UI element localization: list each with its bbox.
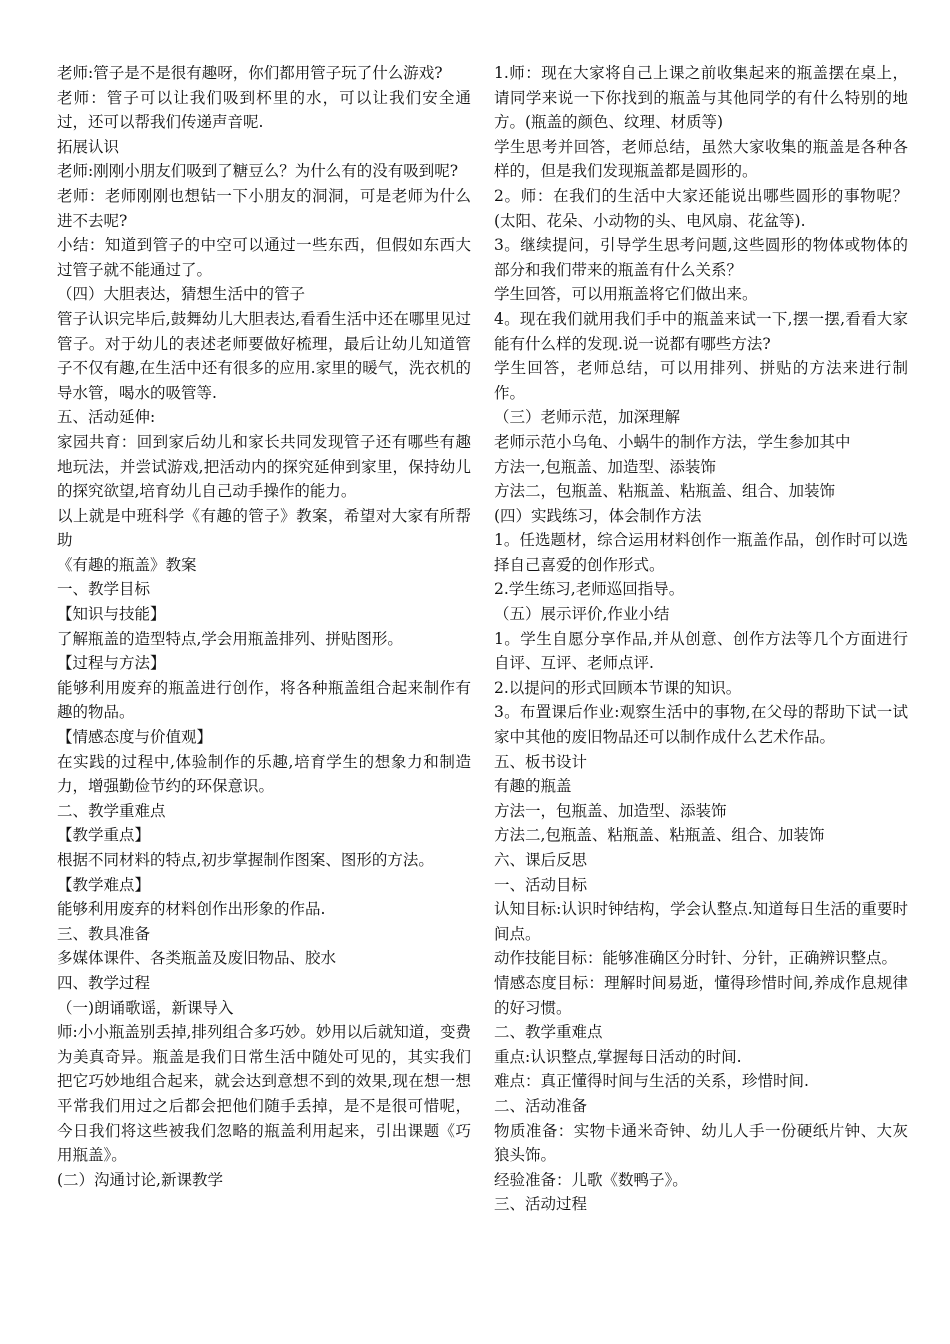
subsection-heading: 【教学重点】 — [57, 826, 151, 845]
subsection-heading: 【情感态度与价值观】 — [57, 728, 213, 747]
paragraph: 老师:刚刚小朋友们吸到了糖豆么？为什么有的没有吸到呢? — [57, 162, 459, 181]
paragraph: 重点:认识整点,掌握每日活动的时间. — [494, 1047, 742, 1066]
paragraph: 认知目标:认识时钟结构，学会认整点.知道每日生活的重要时间点。 — [494, 900, 908, 943]
paragraph: 家园共育：回到家后幼儿和家长共同发现管子还有哪些有趣地玩法，并尝试游戏,把活动内的探究延伸到家里，保持幼儿的探究欲望,培育幼儿自己动手操作的能力。 — [57, 432, 471, 501]
paragraph: 物质准备：实物卡通米奇钟、幼儿人手一份硬纸片钟、大灰狼头饰。 — [494, 1121, 908, 1165]
section-heading: 四、教学过程 — [57, 973, 151, 992]
section-heading: 二、教学重难点 — [494, 1023, 603, 1042]
section-heading: 一、活动目标 — [494, 875, 588, 894]
subsection-heading: （一)朗诵歌谣，新课导入 — [57, 998, 234, 1017]
paragraph: 方法一,包瓶盖、加造型、添装饰 — [494, 457, 716, 476]
section-heading: 五、活动延伸: — [57, 408, 156, 427]
paragraph: 了解瓶盖的造型特点,学会用瓶盖排列、拼贴图形。 — [57, 629, 403, 648]
left-column — [57, 61, 471, 1192]
paragraph: 管子认识完毕后,鼓舞幼儿大胆表达,看看生活中还在哪里见过管子。对于幼儿的表述老师要做好梳理，最后让幼儿知道管子不仅有趣,在生活中还有很多的应用.家里的暖气，洗衣机的导水管，喝水的吸管等. — [57, 309, 471, 402]
paragraph: 小结：知道到管子的中空可以通过一些东西，但假如东西大过管子就不能通过了。 — [57, 236, 471, 279]
paragraph: 难点：真正懂得时间与生活的关系，珍惜时间. — [494, 1072, 809, 1091]
paragraph: 4。现在我们就用我们手中的瓶盖来试一下,摆一摆,看看大家能有什么样的发现.说一说都有哪些方法? — [494, 309, 908, 353]
section-heading: 一、教学目标 — [57, 580, 151, 599]
paragraph: 情感态度目标：理解时间易逝，懂得珍惜时间,养成作息规律的好习惯。 — [494, 973, 908, 1017]
paragraph: 老师：管子可以让我们吸到杯里的水，可以让我们安全通过，还可以帮我们传递声音呢. — [57, 88, 471, 132]
section-heading: 二、教学重难点 — [57, 801, 166, 820]
section-heading: 五、板书设计 — [494, 752, 588, 771]
paragraph: 学生回答，可以用瓶盖将它们做出来。 — [494, 285, 758, 304]
subsection-heading: (四）实践练习，体会制作方法 — [494, 506, 702, 525]
paragraph: 老师示范小乌龟、小蜗牛的制作方法，学生参加其中 — [494, 432, 851, 451]
section-heading: 三、教具准备 — [57, 924, 151, 943]
paragraph: 方法一，包瓶盖、加造型、添装饰 — [494, 801, 727, 820]
paragraph: 师:小小瓶盖别丢掉,排列组合多巧妙。妙用以后就知道，变费为美真奇异。瓶盖是我们日常生活中随处可见的，其实我们把它巧妙地组合起来，就会达到意想不到的效果,现在想一想平常我们用过之后都会把他们随手丢掉，是不是很可惜呢，今日我们将这些被我们忽略的瓶盖利用起来，引出课题《巧用瓶盖》。 — [57, 1023, 471, 1165]
subsection-heading: (二）沟通讨论,新课教学 — [57, 1170, 223, 1189]
subsection-heading: （五）展示评价,作业小结 — [494, 605, 670, 624]
section-heading: （四）大胆表达，猜想生活中的管子 — [57, 285, 306, 304]
paragraph: 方法二,包瓶盖、粘瓶盖、粘瓶盖、组合、加装饰 — [494, 826, 825, 845]
paragraph: 学生思考并回答，老师总结，虽然大家收集的瓶盖是各种各样的，但是我们发现瓶盖都是圆形的。 — [494, 137, 908, 181]
paragraph: 根据不同材料的特点,初步掌握制作图案、图形的方法。 — [57, 851, 434, 869]
right-column — [494, 61, 908, 1217]
paragraph: 动作技能目标：能够准确区分时针、分针，正确辨识整点。 — [494, 949, 898, 968]
section-heading: 六、课后反思 — [494, 851, 588, 869]
subsection-heading: （三）老师示范，加深理解 — [494, 408, 681, 427]
paragraph: 1。任选题材，综合运用材料创作一瓶盖作品，创作时可以选择自己喜爱的创作形式。 — [494, 531, 908, 574]
paragraph: 方法二，包瓶盖、粘瓶盖、粘瓶盖、组合、加装饰 — [494, 482, 836, 501]
section-heading: 二、活动准备 — [494, 1096, 588, 1115]
paragraph: 1.师：现在大家将自己上课之前收集起来的瓶盖摆在桌上，请同学来说一下你找到的瓶盖与其他同学的有什么特别的地方。(瓶盖的颜色、纹理、材质等) — [494, 64, 908, 132]
subsection-heading: 【知识与技能】 — [57, 605, 166, 624]
section-heading: 三、活动过程 — [494, 1195, 588, 1214]
paragraph: 学生回答，老师总结，可以用排列、拼贴的方法来进行制作。 — [494, 359, 908, 402]
paragraph: 能够利用废弃的材料创作出形象的作品. — [57, 900, 326, 919]
subsection-heading: 【教学难点】 — [57, 875, 151, 894]
paragraph: 有趣的瓶盖 — [494, 777, 572, 796]
paragraph: 以上就是中班科学《有趣的管子》教案，希望对大家有所帮助 — [57, 506, 471, 550]
section-heading: 拓展认识 — [57, 137, 120, 156]
document-title: 《有趣的瓶盖》教案 — [57, 555, 197, 574]
paragraph: 2。师：在我们的生活中大家还能说出哪些圆形的事物呢？(太阳、花朵、小动物的头、电风扇、花盆等). — [494, 186, 908, 230]
paragraph: 能够利用废弃的瓶盖进行创作，将各种瓶盖组合起来制作有趣的物品。 — [57, 678, 471, 722]
paragraph: 3。布置课后作业:观察生活中的事物,在父母的帮助下试一试家中其他的废旧物品还可以制作成什么艺术作品。 — [494, 703, 908, 747]
paragraph: 1。学生自愿分享作品,并从创意、创作方法等几个方面进行自评、互评、老师点评. — [494, 629, 908, 673]
paragraph: 在实践的过程中,体验制作的乐趣,培育学生的想象力和制造力，增强勤俭节约的环保意识。 — [57, 752, 471, 796]
paragraph: 经验准备：儿歌《数鸭子》。 — [494, 1170, 688, 1189]
subsection-heading: 【过程与方法】 — [57, 654, 166, 673]
paragraph: 2.学生练习,老师巡回指导。 — [494, 580, 685, 599]
paragraph: 2.以提问的形式回顾本节课的知识。 — [494, 678, 742, 697]
paragraph: 多媒体课件、各类瓶盖及废旧物品、胶水 — [57, 949, 337, 968]
paragraph: 老师:管子是不是很有趣呀，你们都用管子玩了什么游戏? — [57, 64, 443, 82]
paragraph: 老师：老师刚刚也想钻一下小朋友的洞洞，可是老师为什么进不去呢? — [57, 186, 471, 230]
paragraph: 3。继续提问，引导学生思考问题,这些圆形的物体或物体的部分和我们带来的瓶盖有什么关系？ — [494, 236, 908, 279]
